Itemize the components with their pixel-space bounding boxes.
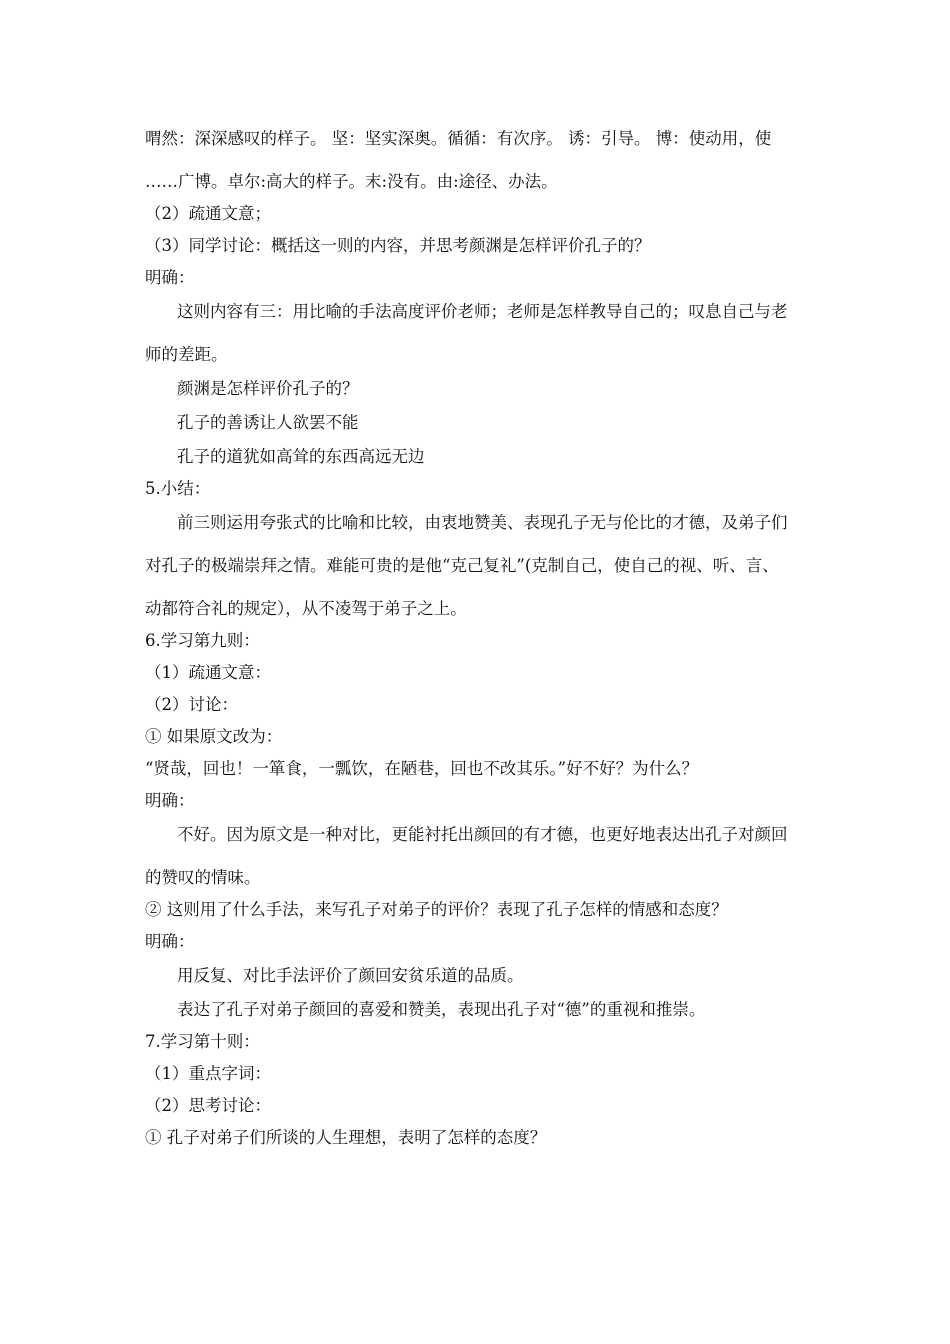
answer-paragraph-line-1: 这则内容有三：用比喻的手法高度评价老师；老师是怎样教导自己的；叹息自己与老 (177, 302, 788, 321)
answer-paragraph-line-2: 师的差距。 (145, 345, 228, 364)
answer-point-1: 孔子的善诱让人欲罢不能 (177, 413, 359, 432)
section-7-heading: 7.学习第十则： (145, 1032, 260, 1051)
section-7-question-1: ① 孔子对弟子们所谈的人生理想，表明了怎样的态度？ (145, 1128, 547, 1147)
answer-2-line-1: 用反复、对比手法评价了颜回安贫乐道的品质。 (177, 966, 524, 985)
answer-label: 明确： (145, 932, 195, 951)
section-7-step-2: （2）思考讨论： (145, 1096, 271, 1115)
question-1-quote: “贤哉，回也！一箪食，一瓢饮，在陋巷，回也不改其乐。”好不好？为什么？ (145, 759, 699, 778)
section-5-heading: 5.小结： (145, 479, 211, 498)
question-1: ① 如果原文改为： (145, 727, 283, 746)
answer-1-line-2: 的赞叹的情味。 (145, 868, 261, 887)
document-body (145, 124, 815, 1153)
answer-label: 明确： (145, 268, 195, 287)
answer-1-line-1: 不好。因为原文是一种对比，更能衬托出颜回的有才德，也更好地表达出孔子对颜回 (177, 825, 788, 844)
step-3-discussion: （3）同学讨论：概括这一则的内容，并思考颜渊是怎样评价孔子的？ (145, 236, 651, 255)
vocab-notes-line-1: 喟然：深深感叹的样子。 坚：坚实深奥。循循：有次序。 诱：引导。 博：使动用，使 (145, 129, 772, 148)
vocab-notes-line-2: ……广博。卓尔:高大的样子。末:没有。由:途径、办法。 (145, 172, 558, 191)
section-7-step-1: （1）重点字词： (145, 1064, 271, 1083)
question-2: ② 这则用了什么手法，来写孔子对弟子的评价？表现了孔子怎样的情感和态度？ (145, 900, 728, 919)
answer-question: 颜渊是怎样评价孔子的？ (177, 379, 359, 398)
section-6-heading: 6.学习第九则： (145, 631, 260, 650)
section-6-step-2: （2）讨论： (145, 695, 238, 714)
summary-line-2: 对孔子的极端崇拜之情。难能可贵的是他“克己复礼”(克制自己，使自己的视、听、言、 (145, 556, 779, 575)
section-6-step-1: （1）疏通文意： (145, 663, 271, 682)
answer-point-2: 孔子的道犹如高耸的东西高远无边 (177, 447, 425, 466)
answer-label: 明确： (145, 791, 195, 810)
step-2-paraphrase: （2）疏通文意； (145, 204, 271, 223)
answer-2-line-2: 表达了孔子对弟子颜回的喜爱和赞美，表现出孔子对“德”的重视和推崇。 (177, 1000, 706, 1019)
summary-line-1: 前三则运用夸张式的比喻和比较，由衷地赞美、表现孔子无与伦比的才德，及弟子们 (177, 513, 788, 532)
summary-line-3: 动都符合礼的规定），从不凌驾于弟子之上。 (145, 599, 467, 618)
